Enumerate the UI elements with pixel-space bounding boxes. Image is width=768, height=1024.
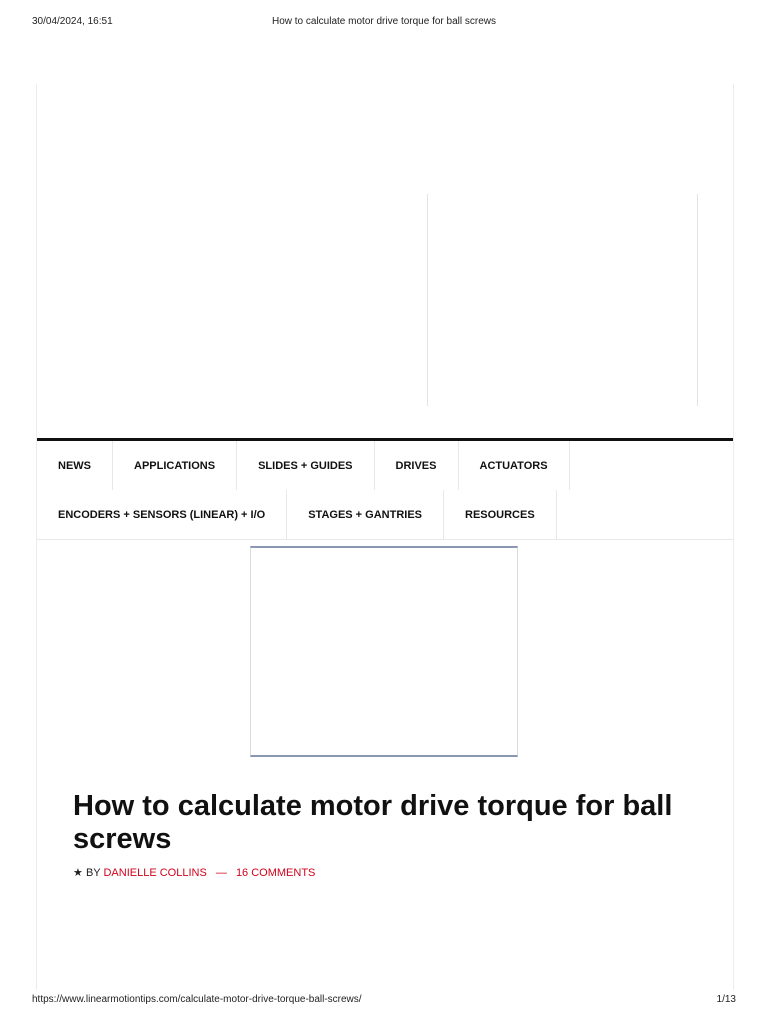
nav-item-applications[interactable]: APPLICATIONS	[113, 441, 237, 490]
star-icon: ★	[73, 867, 83, 879]
nav-item-actuators[interactable]: ACTUATORS	[459, 441, 570, 490]
featured-image	[250, 546, 518, 757]
author-link[interactable]: DANIELLE COLLINS	[103, 867, 207, 879]
article-byline	[73, 866, 315, 879]
nav-item-slides-guides[interactable]: SLIDES + GUIDES	[237, 441, 374, 490]
nav-item-resources[interactable]: RESOURCES	[444, 490, 557, 539]
print-header	[32, 16, 736, 30]
nav-item-drives[interactable]: DRIVES	[375, 441, 459, 490]
page-frame	[36, 84, 734, 990]
article-title: How to calculate motor drive torque for ball screws	[73, 790, 673, 855]
nav-item-news[interactable]: NEWS	[37, 441, 113, 490]
nav-row-secondary	[37, 490, 733, 539]
comments-link[interactable]: 16 COMMENTS	[235, 867, 316, 879]
nav-row-primary	[37, 441, 733, 490]
print-url: https://www.linearmotiontips.com/calculate-motor-drive-torque-ball-screws/	[32, 994, 362, 1005]
print-document-title: How to calculate motor drive torque for ball screws	[272, 16, 496, 27]
nav-item-encoders-sensors[interactable]: ENCODERS + SENSORS (LINEAR) + I/O	[37, 490, 287, 539]
byline-by: BY	[85, 867, 101, 879]
advertisement-area	[427, 194, 698, 406]
print-datetime: 30/04/2024, 16:51	[32, 16, 113, 27]
main-navigation	[37, 438, 733, 540]
byline-separator: —	[215, 867, 227, 879]
nav-item-stages-gantries[interactable]: STAGES + GANTRIES	[287, 490, 444, 539]
print-page-number: 1/13	[716, 994, 736, 1005]
print-footer	[32, 994, 736, 1008]
